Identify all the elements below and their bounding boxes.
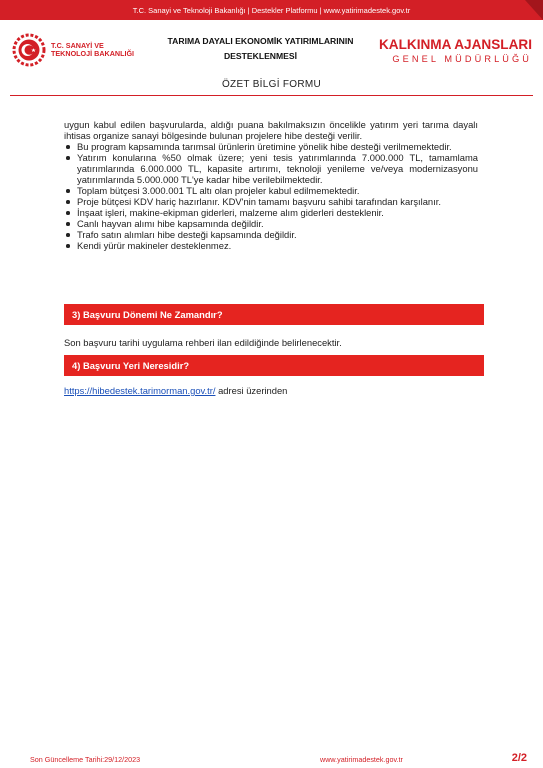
support-bullet-list (64, 141, 478, 251)
section-3-text: Son başvuru tarihi uygulama rehberi ilan edildiğinde belirlenecektir. (64, 337, 342, 348)
ministry-name-line2: TEKNOLOJİ BAKANLIĞI (51, 49, 135, 58)
ministry-name-line1: T.C. SANAYİ VE (51, 40, 104, 50)
section-4-header: 4) Başvuru Yeri Neresidir? (64, 355, 484, 376)
bullet-item: Proje bütçesi KDV hariç hazırlanır. KDV'nin tamamı başvuru sahibi tarafından karşılanır. (64, 196, 478, 207)
intro-paragraph: uygun kabul edilen başvurularda, aldığı puana bakılmaksızın öncelikle yatırım yeri tarıma dayalı ihtisas organize sanayi bölgesinde bulunan projelere hibe desteği verilir. (64, 119, 478, 141)
banner-corner (525, 0, 543, 20)
gear-emblem-icon (12, 33, 46, 67)
last-updated: Son Güncelleme Tarihi:29/12/2023 (30, 755, 141, 764)
bullet-item: Canlı hayvan alımı hibe kapsamında değildir. (64, 218, 478, 229)
agency-logo (379, 37, 532, 65)
bullet-item: Yatırım konularına %50 olmak üzere; yeni tesis yatırımlarında 7.000.000 TL, tamamlama yatırımlarında 6.000.000 TL, kapasite artırımı, teknoloji yenileme ve/veya modernizasyonu yatırımlarında 5.000.000 TL'ye kadar hibe verilebilmektedir. (64, 152, 478, 185)
bullet-item: Trafo satın alımları hibe desteği kapsamında değildir. (64, 229, 478, 240)
footer-website: www.yatirimadestek.gov.tr (320, 755, 403, 764)
bullet-item: İnşaat işleri, makine-ekipman giderleri, malzeme alım giderleri desteklenir. (64, 207, 478, 218)
form-title: ÖZET BİLGİ FORMU (221, 79, 322, 90)
main-content (64, 119, 478, 251)
document-title-line2: DESTEKLENMESİ (223, 51, 298, 61)
section-4-text (64, 385, 287, 396)
top-banner (0, 0, 543, 20)
application-link[interactable]: https://hibedestek.tarimorman.gov.tr/ (64, 385, 216, 396)
document-title-line1: TARIMA DAYALI EKONOMİK YATIRIMLARININ (167, 36, 354, 46)
section-3-header: 3) Başvuru Dönemi Ne Zamandır? (64, 304, 484, 325)
agency-name-line2: GENEL MÜDÜRLÜĞÜ (392, 54, 532, 64)
bullet-item: Bu program kapsamında tarımsal ürünlerin üretimine yönelik hibe desteği verilmemektedir. (64, 141, 478, 152)
ministry-logo (12, 33, 134, 67)
page-number: 2/2 (511, 752, 527, 764)
bullet-item: Kendi yürür makineler desteklenmez. (64, 240, 478, 251)
top-banner-text: T.C. Sanayi ve Teknoloji Bakanlığı | Destekler Platformu | www.yatirimadestek.gov.tr (132, 5, 411, 15)
header-divider (10, 95, 533, 96)
document-title (143, 34, 378, 64)
page-footer (0, 747, 543, 768)
bullet-item: Toplam bütçesi 3.000.001 TL altı olan projeler kabul edilmemektedir. (64, 185, 478, 196)
ministry-name (51, 42, 134, 59)
section-4-suffix: adresi üzerinden (215, 385, 288, 396)
agency-name-line1: KALKINMA AJANSLARI (378, 37, 532, 52)
